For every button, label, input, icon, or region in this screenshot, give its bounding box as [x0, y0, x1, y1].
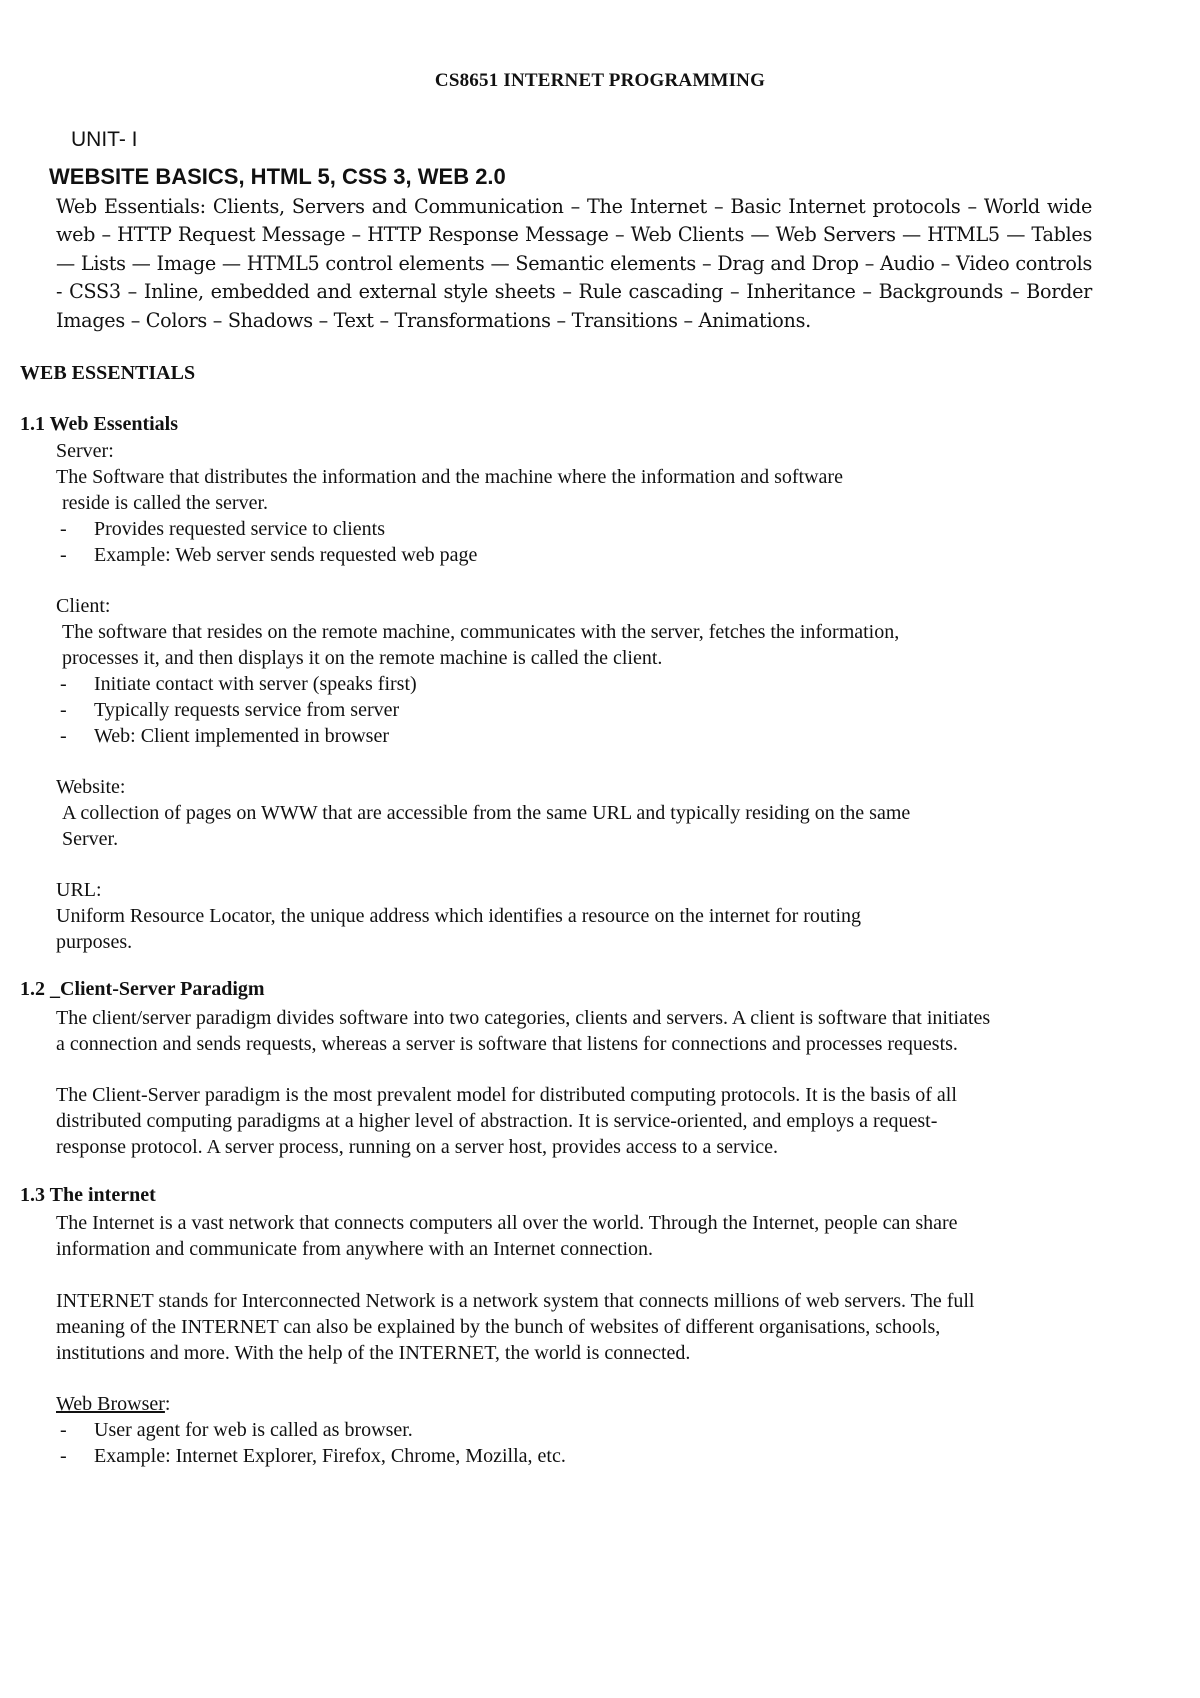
website-label: Website: [56, 776, 126, 798]
internet-p2-line-2: meaning of the INTERNET can also be explained by the bunch of websites of different organisations, schools, [56, 1316, 941, 1338]
client-server-p1-line-2: a connection and sends requests, whereas a server is software that listens for connections and processes requests. [56, 1033, 958, 1055]
url-label: URL: [56, 879, 102, 901]
client-line-1: The software that resides on the remote machine, communicates with the server, fetches the information, [62, 621, 900, 643]
client-server-p2-line-1: The Client-Server paradigm is the most prevalent model for distributed computing protocols. It is the basis of all [56, 1084, 957, 1106]
client-server-p2-line-3: response protocol. A server process, running on a server host, provides access to a service. [56, 1136, 779, 1158]
web-browser-label [56, 1390, 170, 1418]
server-line-1: The Software that distributes the information and the machine where the information and software [56, 466, 843, 488]
list-item: - Example: Web server sends requested web page [60, 544, 478, 566]
document-title: CS8651 INTERNET PROGRAMMING [434, 70, 766, 91]
url-line-1: Uniform Resource Locator, the unique address which identifies a resource on the internet for routing [56, 905, 862, 927]
list-item: - Provides requested service to clients [60, 518, 386, 540]
heading-1-1: 1.1 Web Essentials [20, 413, 178, 435]
client-server-p1-line-1: The client/server paradigm divides software into two categories, clients and servers. A client is software that initiates [56, 1007, 991, 1029]
list-item: - Web: Client implemented in browser [60, 725, 389, 747]
internet-p2-line-3: institutions and more. With the help of the INTERNET, the world is connected. [56, 1342, 691, 1364]
list-item: - Initiate contact with server (speaks first) [60, 673, 417, 695]
internet-p2-line-1: INTERNET stands for Interconnected Network is a network system that connects millions of web servers. The full [56, 1290, 975, 1312]
list-item: - Typically requests service from server [60, 699, 400, 721]
website-line-2: Server. [62, 828, 119, 850]
unit-label: UNIT- I [71, 128, 138, 151]
server-line-2: reside is called the server. [62, 492, 269, 514]
internet-p1-line-2: information and communicate from anywhere with an Internet connection. [56, 1238, 654, 1260]
heading-1-2: 1.2 _Client-Server Paradigm [20, 978, 265, 1000]
url-line-2: purposes. [56, 931, 133, 953]
unit-subtitle: WEBSITE BASICS, HTML 5, CSS 3, WEB 2.0 [49, 164, 506, 189]
heading-1-3: 1.3 The internet [20, 1184, 156, 1206]
list-item: - User agent for web is called as browser. [60, 1419, 413, 1441]
heading-web-essentials: WEB ESSENTIALS [20, 362, 196, 384]
list-item: - Example: Internet Explorer, Firefox, Chrome, Mozilla, etc. [60, 1445, 566, 1467]
website-line-1: A collection of pages on WWW that are accessible from the same URL and typically residing on the same [62, 802, 911, 824]
client-label: Client: [56, 595, 111, 617]
syllabus-paragraph: Web Essentials: Clients, Servers and Communication – The Internet – Basic Internet protocols – World wide web – HTTP Request Message – HTTP Response Message – Web Clients — Web Servers — HTML5 — Tables — Lists — Image — HTML5 control elements — Semantic elements – Drag and Drop – Audio – Video controls - CSS3 – Inline, embedded and external style sheets – Rule cascading – Inheritance – Backgrounds – Border Images – Colors – Shadows – Text – Transformations – Transitions – Animations. [56, 195, 1092, 332]
client-line-2: processes it, and then displays it on the remote machine is called the client. [62, 647, 663, 669]
server-label: Server: [56, 440, 114, 462]
web-browser-colon: : [164, 1393, 171, 1415]
client-server-p2-line-2: distributed computing paradigms at a higher level of abstraction. It is service-oriented, and employs a request- [56, 1110, 938, 1132]
web-browser-label-text: Web Browser [56, 1393, 165, 1415]
internet-p1-line-1: The Internet is a vast network that connects computers all over the world. Through the Internet, people can share [56, 1212, 958, 1234]
